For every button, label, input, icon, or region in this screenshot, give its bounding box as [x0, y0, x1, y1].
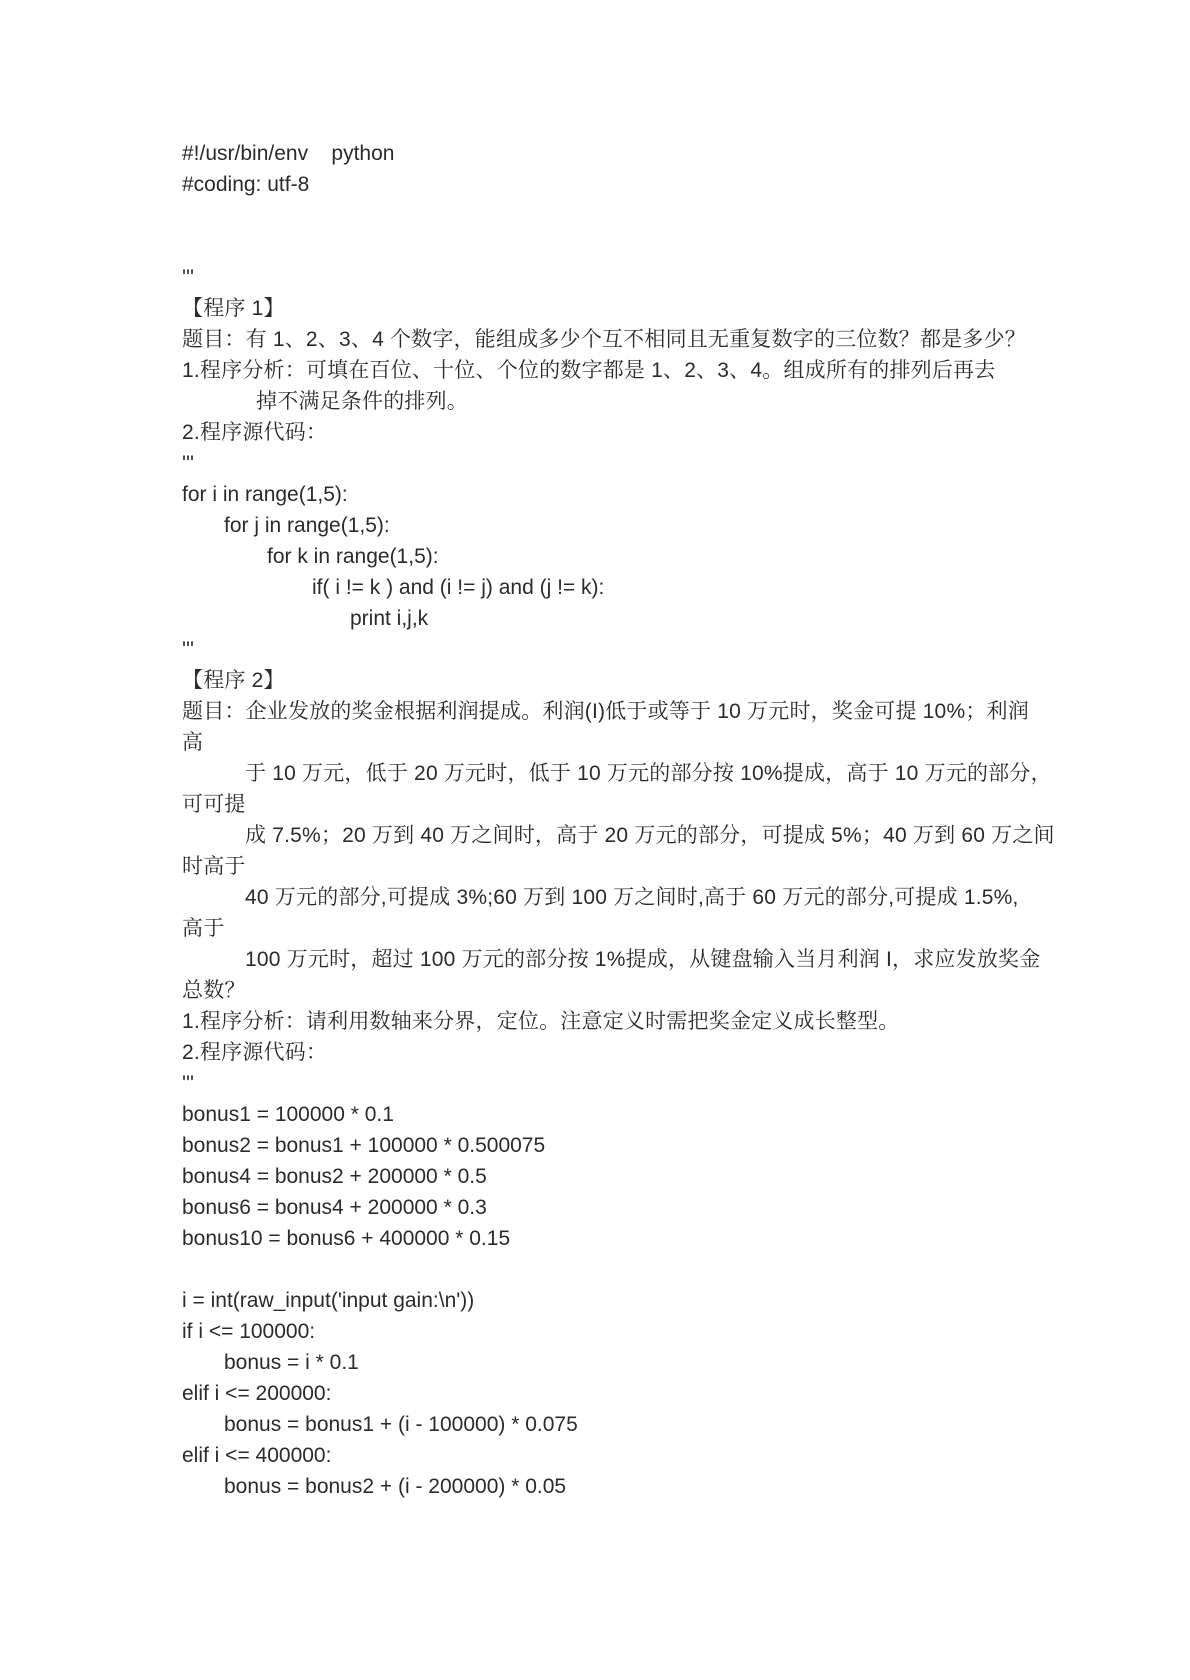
code-line-for-j: for j in range(1,5):: [224, 514, 390, 537]
code-line-for-i: for i in range(1,5):: [182, 483, 348, 506]
code-line-bonus-assign-1: bonus = i * 0.1: [224, 1351, 359, 1374]
program1-title: 【程序 1】: [182, 297, 285, 320]
program1-problem: 题目：有 1、2、3、4 个数字，能组成多少个互不相同且无重复数字的三位数？都是多少？: [182, 328, 1026, 351]
code-line-bonus-assign-3: bonus = bonus2 + (i - 200000) * 0.05: [224, 1475, 567, 1498]
code-line-bonus-assign-2: bonus = bonus1 + (i - 100000) * 0.075: [224, 1413, 578, 1436]
program1-analysis: 1.程序分析：可填在百位、十位、个位的数字都是 1、2、3、4。组成所有的排列后再去: [182, 359, 996, 382]
code-line-elif-200000: elif i <= 200000:: [182, 1382, 332, 1405]
shebang-line: #!/usr/bin/env python: [182, 142, 395, 165]
blank-line: [182, 231, 1060, 262]
program2-problem-line: 高: [182, 731, 204, 754]
program2-problem-line: 成 7.5%；20 万到 40 万之间时，高于 20 万元的部分，可提成 5%；40 万到 60 万之间: [245, 824, 1055, 847]
program2-problem-line: 题目：企业发放的奖金根据利润提成。利润(I)低于或等于 10 万元时，奖金可提 10%；利润: [182, 700, 1029, 723]
code-line-bonus2: bonus2 = bonus1 + 100000 * 0.500075: [182, 1134, 546, 1157]
program2-problem-line: 总数？: [182, 979, 246, 1002]
program2-problem-line: 100 万元时，超过 100 万元的部分按 1%提成，从键盘输入当月利润 I，求应发放奖金: [245, 948, 1041, 971]
code-line-raw-input: i = int(raw_input('input gain:\n')): [182, 1289, 475, 1312]
program1-analysis-continued: 掉不满足条件的排列。: [256, 390, 468, 413]
program2-title: 【程序 2】: [182, 669, 285, 692]
program2-problem-line: 可可提: [182, 793, 246, 816]
code-line-bonus6: bonus6 = bonus4 + 200000 * 0.3: [182, 1196, 487, 1219]
code-line-bonus10: bonus10 = bonus6 + 400000 * 0.15: [182, 1227, 511, 1250]
code-line-if-100000: if i <= 100000:: [182, 1320, 316, 1343]
code-line-print: print i,j,k: [350, 607, 429, 630]
docstring-open-delimiter: ''': [182, 266, 195, 289]
code-line-if-condition: if( i != k ) and (i != j) and (j != k):: [312, 576, 605, 599]
program2-problem-line: 于 10 万元，低于 20 万元时，低于 10 万元的部分按 10%提成，高于 10 万元的部分，: [245, 762, 1052, 785]
program2-problem-line: 时高于: [182, 855, 246, 878]
program1-source-label: 2.程序源代码：: [182, 421, 328, 444]
program1-code-open-delimiter: ''': [182, 452, 195, 475]
program2-problem-line: 40 万元的部分,可提成 3%;60 万到 100 万之间时,高于 60 万元的部分,可提成 1.5%,: [245, 886, 1019, 909]
program2-code-open-delimiter: ''': [182, 1072, 195, 1095]
program2-analysis: 1.程序分析：请利用数轴来分界，定位。注意定义时需把奖金定义成长整型。: [182, 1010, 900, 1033]
code-line-elif-400000: elif i <= 400000:: [182, 1444, 332, 1467]
blank-line: [182, 200, 1060, 231]
program2-source-label: 2.程序源代码：: [182, 1041, 328, 1064]
blank-line: [182, 1254, 1060, 1285]
code-line-for-k: for k in range(1,5):: [267, 545, 439, 568]
code-line-bonus4: bonus4 = bonus2 + 200000 * 0.5: [182, 1165, 487, 1188]
code-line-bonus1: bonus1 = 100000 * 0.1: [182, 1103, 394, 1126]
program2-problem-line: 高于: [182, 917, 225, 940]
program1-code-close-delimiter: ''': [182, 638, 195, 661]
coding-declaration-line: #coding: utf-8: [182, 173, 310, 196]
